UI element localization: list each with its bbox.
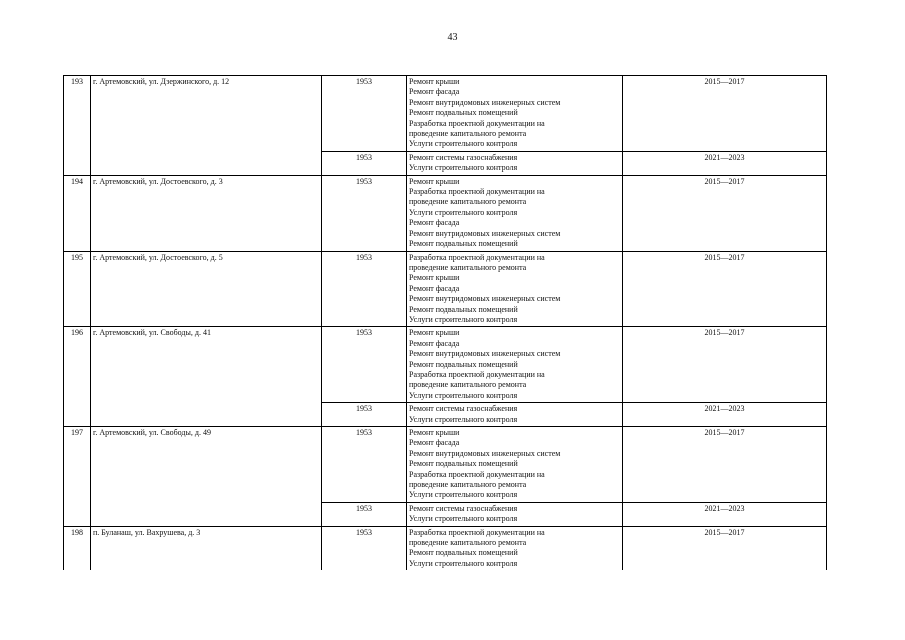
work-item: Услуги строительного контроля [409,558,518,568]
year-cell: 1953 [322,502,407,526]
table-row [64,526,827,570]
works-list [407,526,623,570]
work-item: Разработка проектной документации на [409,187,545,197]
work-item: проведение капитального ремонта [409,197,527,207]
work-item: Ремонт крыши [409,328,460,338]
work-item: Ремонт подвальных помещений [409,359,518,369]
work-item: Услуги строительного контроля [409,390,518,400]
works-list [407,502,623,526]
building-address: г. Артемовский, ул. Дзержинского, д. 12 [91,76,322,176]
work-item: проведение капитального ремонта [409,380,527,390]
work-item: Ремонт фасада [409,338,460,348]
period-cell: 2015—2017 [623,427,827,503]
building-address: г. Артемовский, ул. Достоевского, д. 5 [91,251,322,327]
works-list [407,151,623,175]
period-cell: 2015—2017 [623,251,827,327]
work-item: Разработка проектной документации на [409,527,545,537]
work-item: Услуги строительного контроля [409,139,518,149]
building-address: г. Артемовский, ул. Достоевского, д. 3 [91,175,322,251]
work-item: Ремонт подвальных помещений [409,108,518,118]
work-item: Разработка проектной документации на [409,469,545,479]
work-item: проведение капитального ремонта [409,129,527,139]
work-item: Ремонт системы газоснабжения [409,503,518,513]
period-cell: 2021—2023 [623,403,827,427]
work-item: Ремонт крыши [409,428,460,437]
year-cell: 1953 [322,427,407,503]
work-item: Разработка проектной документации на [409,369,545,379]
period-cell: 2015—2017 [623,175,827,251]
year-cell: 1953 [322,151,407,175]
capital-repair-table [63,75,827,570]
work-item: Ремонт подвальных помещений [409,304,518,314]
work-item: Ремонт фасада [409,218,460,228]
works-list [407,427,623,503]
works-list [407,175,623,251]
row-number: 194 [64,175,91,251]
period-cell: 2021—2023 [623,502,827,526]
table-row [64,175,827,251]
work-item: Ремонт подвальных помещений [409,548,518,558]
work-item: Услуги строительного контроля [409,314,518,324]
work-item: Ремонт подвальных помещений [409,239,518,249]
year-cell: 1953 [322,403,407,427]
work-item: Ремонт внутридомовых инженерных систем [409,349,561,359]
period-cell: 2015—2017 [623,526,827,570]
work-item: Ремонт внутридомовых инженерных систем [409,448,561,458]
period-cell: 2021—2023 [623,151,827,175]
work-item: Ремонт системы газоснабжения [409,152,518,162]
work-item: Ремонт крыши [409,176,460,186]
work-item: Ремонт внутридомовых инженерных систем [409,228,561,238]
table-row [64,327,827,403]
year-cell: 1953 [322,526,407,570]
work-item: Ремонт фасада [409,438,460,448]
works-list [407,327,623,403]
table-body [64,76,827,571]
work-item: Ремонт подвальных помещений [409,459,518,469]
work-item: проведение капитального ремонта [409,480,527,490]
work-item: Услуги строительного контроля [409,514,518,524]
row-number: 196 [64,327,91,427]
work-item: Ремонт крыши [409,273,460,283]
year-cell: 1953 [322,251,407,327]
work-item: Ремонт внутридомовых инженерных систем [409,294,561,304]
period-cell: 2015—2017 [623,76,827,152]
work-item: Разработка проектной документации на [409,118,545,128]
works-list [407,403,623,427]
row-number: 195 [64,251,91,327]
work-item: Услуги строительного контроля [409,490,518,500]
building-address: г. Артемовский, ул. Свободы, д. 41 [91,327,322,427]
work-item: Услуги строительного контроля [409,163,518,173]
work-item: Ремонт крыши [409,77,460,86]
year-cell: 1953 [322,76,407,152]
table-row [64,251,827,327]
year-cell: 1953 [322,327,407,403]
works-list [407,76,623,152]
period-cell: 2015—2017 [623,327,827,403]
work-item: проведение капитального ремонта [409,538,527,548]
works-list [407,251,623,327]
table-row [64,427,827,503]
work-item: Услуги строительного контроля [409,207,518,217]
work-item: Услуги строительного контроля [409,414,518,424]
row-number: 197 [64,427,91,527]
building-address: г. Артемовский, ул. Свободы, д. 49 [91,427,322,527]
work-item: Разработка проектной документации на [409,252,545,262]
work-item: Ремонт фасада [409,283,460,293]
page-number: 43 [447,32,458,43]
building-address: п. Буланаш, ул. Вахрушева, д. 3 [91,526,322,570]
work-item: Ремонт фасада [409,87,460,97]
work-item: проведение капитального ремонта [409,262,527,272]
year-cell: 1953 [322,175,407,251]
row-number: 198 [64,526,91,570]
table-row [64,76,827,152]
row-number: 193 [64,76,91,176]
work-item: Ремонт внутридомовых инженерных систем [409,97,561,107]
work-item: Ремонт системы газоснабжения [409,404,518,414]
